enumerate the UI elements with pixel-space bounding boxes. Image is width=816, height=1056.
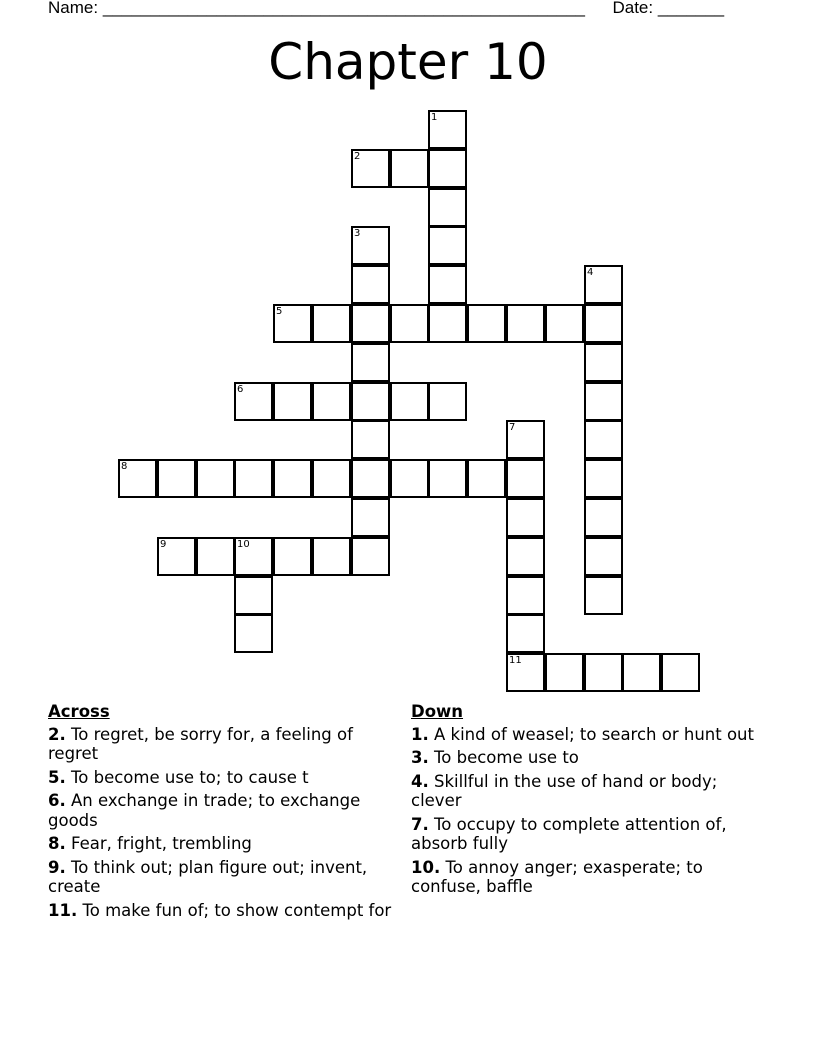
clue-across-9: 9. To think out; plan figure out; invent, create	[48, 857, 368, 896]
grid-cell[interactable]	[157, 537, 196, 576]
grid-cell[interactable]	[390, 459, 429, 498]
grid-cell[interactable]	[428, 382, 467, 421]
grid-cell[interactable]	[351, 304, 390, 343]
grid-cell[interactable]	[467, 459, 506, 498]
grid-cell[interactable]	[545, 653, 584, 692]
grid-cell[interactable]	[390, 149, 429, 188]
grid-cell[interactable]	[428, 149, 467, 188]
grid-cell[interactable]	[234, 459, 273, 498]
grid-cell[interactable]	[351, 149, 390, 188]
clue-number: 9	[160, 539, 167, 550]
grid-cell[interactable]	[584, 537, 623, 576]
clue-number: 2	[354, 151, 361, 162]
grid-cell[interactable]	[584, 343, 623, 382]
across-clues	[48, 702, 393, 924]
clue-across-11: 11. To make fun of; to show contempt for	[48, 900, 392, 920]
grid-cell[interactable]	[545, 304, 584, 343]
date-label: Date:	[612, 0, 654, 17]
clue-down-1: 1. A kind of weasel; to search or hunt out	[411, 724, 754, 744]
grid-cell[interactable]	[506, 576, 545, 615]
grid-cell[interactable]	[584, 420, 623, 459]
grid-cell[interactable]	[584, 498, 623, 537]
grid-cell[interactable]	[428, 459, 467, 498]
grid-cell[interactable]	[234, 614, 273, 653]
clue-across-5: 5. To become use to; to cause t	[48, 767, 309, 787]
clue-number: 7	[509, 422, 516, 433]
name-blank: ___________________________________________________	[102, 0, 585, 17]
grid-cell[interactable]	[312, 537, 351, 576]
grid-cell[interactable]	[118, 459, 157, 498]
grid-cell[interactable]	[312, 459, 351, 498]
clue-across-2: 2. To regret, be sorry for, a feeling of regret	[48, 724, 353, 763]
grid-cell[interactable]	[234, 537, 273, 576]
grid-cell[interactable]	[351, 265, 390, 304]
grid-cell[interactable]	[506, 304, 545, 343]
grid-cell[interactable]	[234, 382, 273, 421]
grid-cell[interactable]	[351, 537, 390, 576]
grid-cell[interactable]	[428, 188, 467, 227]
grid-cell[interactable]	[584, 304, 623, 343]
grid-cell[interactable]	[428, 265, 467, 304]
clue-number: 8	[121, 461, 128, 472]
grid-cell[interactable]	[390, 382, 429, 421]
grid-cell[interactable]	[584, 653, 623, 692]
grid-cell[interactable]	[506, 653, 545, 692]
grid-cell[interactable]	[584, 265, 623, 304]
grid-cell[interactable]	[467, 304, 506, 343]
clue-down-10: 10. To annoy anger; exasperate; to confuse, baffle	[411, 857, 703, 896]
clue-across-8: 8. Fear, fright, trembling	[48, 834, 252, 853]
clue-number: 6	[237, 384, 244, 395]
clue-number: 5	[276, 306, 283, 317]
grid-cell[interactable]	[584, 459, 623, 498]
grid-cell[interactable]	[273, 382, 312, 421]
grid-cell[interactable]	[312, 382, 351, 421]
grid-cell[interactable]	[273, 537, 312, 576]
grid-cell[interactable]	[428, 226, 467, 265]
clue-number: 11	[509, 655, 522, 666]
grid-cell[interactable]	[273, 459, 312, 498]
grid-cell[interactable]	[312, 304, 351, 343]
grid-cell[interactable]	[351, 459, 390, 498]
grid-cell[interactable]	[506, 459, 545, 498]
down-clues	[411, 702, 761, 901]
grid-cell[interactable]	[506, 498, 545, 537]
grid-cell[interactable]	[584, 382, 623, 421]
grid-cell[interactable]	[196, 537, 235, 576]
grid-cell[interactable]	[390, 304, 429, 343]
clue-number: 1	[431, 112, 438, 123]
grid-cell[interactable]	[622, 653, 661, 692]
grid-cell[interactable]	[506, 537, 545, 576]
date-blank: _______	[657, 0, 725, 17]
clue-down-7: 7. To occupy to complete attention of, absorb fully	[411, 814, 727, 853]
clue-down-3: 3. To become use to	[411, 748, 579, 767]
down-heading: Down	[411, 702, 464, 721]
grid-cell[interactable]	[506, 614, 545, 653]
grid-cell[interactable]	[351, 226, 390, 265]
grid-cell[interactable]	[351, 498, 390, 537]
grid-cell[interactable]	[234, 576, 273, 615]
clue-number: 4	[587, 267, 594, 278]
across-heading: Across	[48, 702, 110, 721]
clue-down-4: 4. Skillful in the use of hand or body; clever	[411, 771, 718, 810]
clue-across-6: 6. An exchange in trade; to exchange goods	[48, 791, 361, 830]
grid-cell[interactable]	[196, 459, 235, 498]
page-title: Chapter 10	[268, 33, 548, 91]
grid-cell[interactable]	[584, 576, 623, 615]
grid-cell[interactable]	[428, 304, 467, 343]
name-label: Name:	[48, 0, 99, 17]
grid-cell[interactable]	[351, 382, 390, 421]
clue-number: 3	[354, 228, 361, 239]
grid-cell[interactable]	[506, 420, 545, 459]
grid-cell[interactable]	[157, 459, 196, 498]
grid-cell[interactable]	[428, 110, 467, 149]
grid-cell[interactable]	[351, 343, 390, 382]
grid-cell[interactable]	[273, 304, 312, 343]
grid-cell[interactable]	[351, 420, 390, 459]
clue-number: 10	[237, 539, 250, 550]
grid-cell[interactable]	[661, 653, 700, 692]
